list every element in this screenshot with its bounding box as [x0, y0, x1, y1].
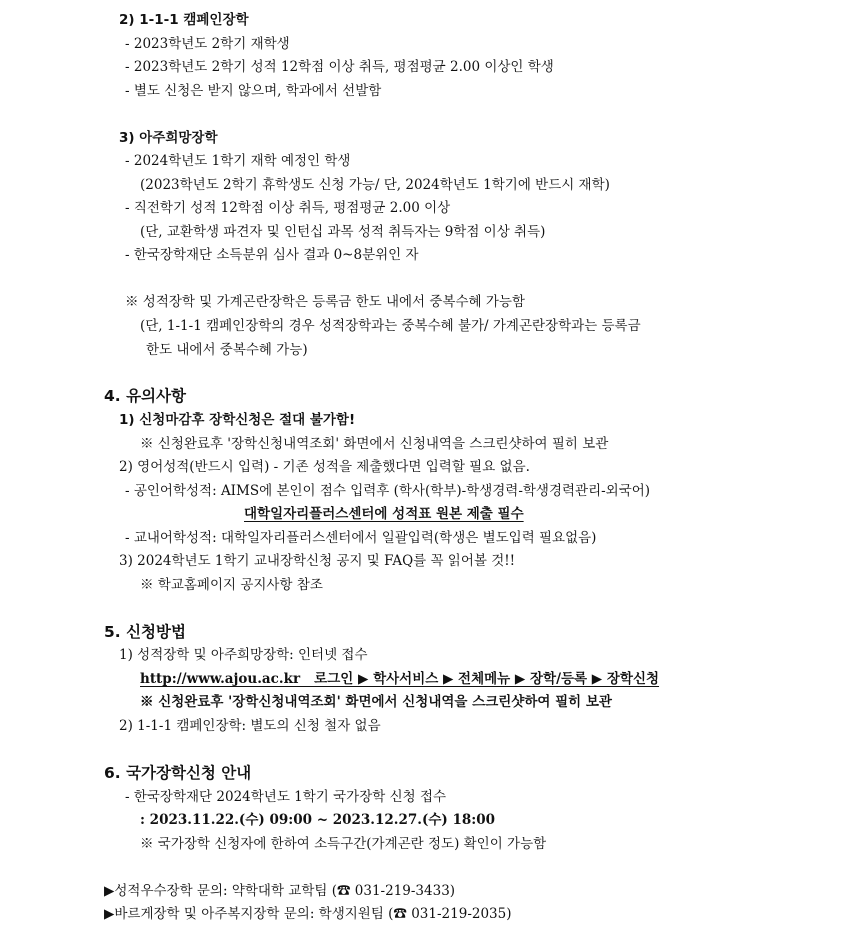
method-item-2: 2) 1-1-1 캠페인장학: 별도의 신청 철자 없음: [119, 718, 381, 734]
subsection-title-hope: 3) 아주희망장학: [119, 130, 218, 146]
hope-line-3: - 직전학기 성적 12학점 이상 취득, 평점평균 2.00 이상: [125, 200, 451, 216]
caution-item-2-official: - 공인어학성적: AIMS에 본인이 점수 입력후 (학사(학부)-학생경력-학생경력관리-외국어): [125, 483, 651, 499]
duplicate-note-1: ※ 성적장학 및 가계곤란장학은 등록금 한도 내에서 중복수혜 가능함: [125, 294, 525, 310]
section-title-method: 5. 신청방법: [104, 623, 186, 641]
duplicate-note-2: (단, 1-1-1 캠페인장학의 경우 성적장학과는 중복수혜 불가/ 가계곤란장학과는 등록금: [140, 318, 641, 334]
caution-item-2-required: 대학일자리플러스센터에 성적표 원본 제출 필수: [244, 506, 524, 522]
contact-welfare-scholarship: ▶바르게장학 및 아주복지장학 문의: 학생지원팀 (☎ 031-219-2035): [104, 906, 512, 922]
caution-item-2: 2) 영어성적(반드시 입력) - 기존 성적을 제출했다면 입력할 필요 없음.: [119, 459, 530, 475]
hope-line-4: (단, 교환학생 파견자 및 인턴십 과목 성적 취득자는 9학점 이상 취득): [140, 224, 546, 240]
method-item-1: 1) 성적장학 및 아주희망장학: 인터넷 접수: [119, 647, 368, 663]
hope-line-2: (2023학년도 2학기 휴학생도 신청 가능/ 단, 2024학년도 1학기에 반드시 재학): [140, 177, 610, 193]
duplicate-note-3: 한도 내에서 중복수혜 가능): [146, 342, 308, 358]
caution-item-3-note: ※ 학교홈페이지 공지사항 참조: [140, 577, 323, 593]
campaign-line-2: - 2023학년도 2학기 성적 12학점 이상 취득, 평점평균 2.00 이상인 학생: [125, 59, 554, 75]
caution-item-1-note: ※ 신청완료후 '장학신청내역조회' 화면에서 신청내역을 스크린샷하여 필히 보관: [140, 436, 609, 452]
hope-line-5: - 한국장학재단 소득분위 심사 결과 0~8분위인 자: [125, 247, 419, 263]
method-item-1-note: ※ 신청완료후 '장학신청내역조회' 화면에서 신청내역을 스크린샷하여 필히 보관: [140, 694, 612, 710]
caution-item-3: 3) 2024학년도 1학기 교내장학신청 공지 및 FAQ를 꼭 읽어볼 것!!: [119, 553, 516, 569]
national-note: ※ 국가장학 신청자에 한하여 소득구간(가계곤란 정도) 확인이 가능함: [140, 836, 547, 852]
campaign-line-1: - 2023학년도 2학기 재학생: [125, 36, 290, 52]
national-period: : 2023.11.22.(수) 09:00 ~ 2023.12.27.(수) 18:00: [140, 812, 496, 828]
caution-item-2-internal: - 교내어학성적: 대학일자리플러스센터에서 일괄입력(학생은 별도입력 필요없음): [125, 530, 597, 546]
hope-line-1: - 2024학년도 1학기 재학 예정인 학생: [125, 153, 351, 169]
section-title-cautions: 4. 유의사항: [104, 387, 186, 405]
caution-item-1: 1) 신청마감후 장학신청은 절대 불가함!: [119, 412, 356, 428]
method-portal-path-link[interactable]: http://www.ajou.ac.kr 로그인 ▶ 학사서비스 ▶ 전체메뉴 ▶ 장학/등록 ▶ 장학신청: [140, 671, 660, 687]
contact-merit-scholarship: ▶성적우수장학 문의: 약학대학 교학팀 (☎ 031-219-3433): [104, 883, 456, 899]
campaign-line-3: - 별도 신청은 받지 않으며, 학과에서 선발함: [125, 83, 382, 99]
national-line-1: - 한국장학재단 2024학년도 1학기 국가장학 신청 접수: [125, 789, 447, 805]
section-title-national: 6. 국가장학신청 안내: [104, 764, 252, 782]
subsection-title-campaign: 2) 1-1-1 캠페인장학: [119, 12, 249, 28]
